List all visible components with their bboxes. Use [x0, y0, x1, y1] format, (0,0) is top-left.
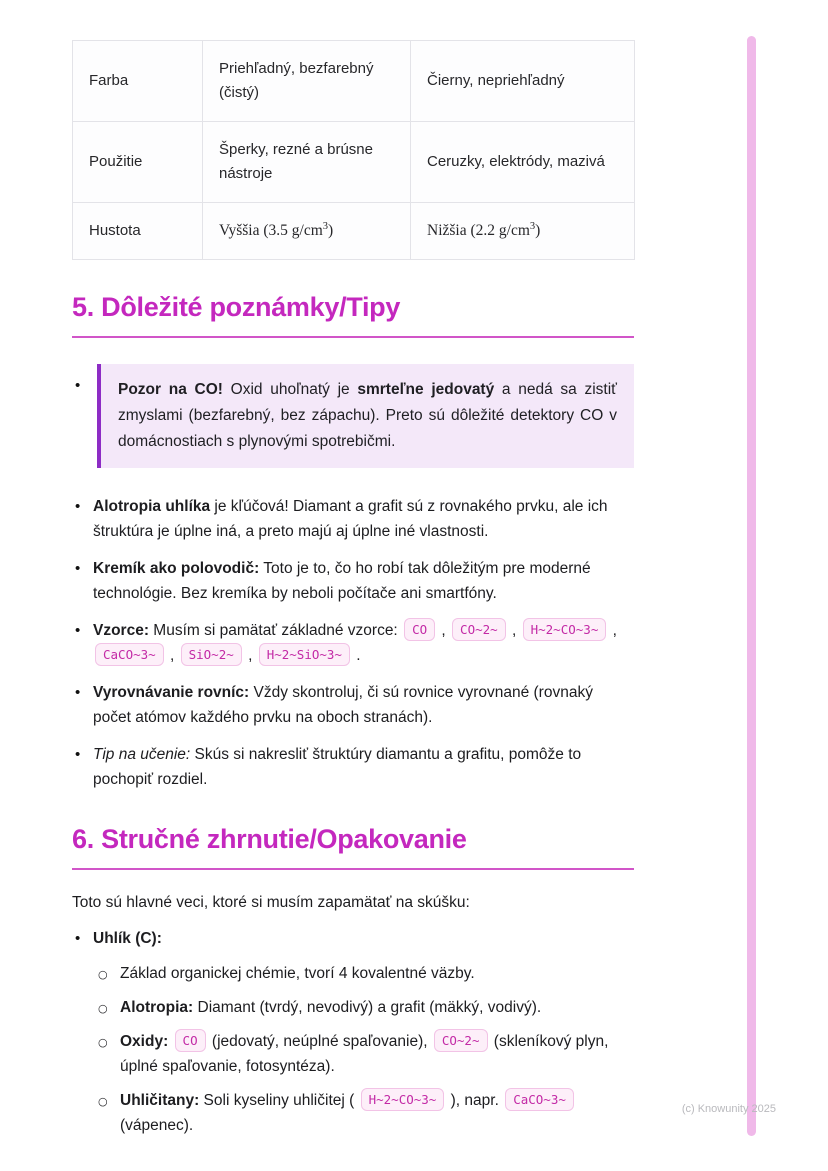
separator: , — [165, 647, 179, 664]
heading-divider — [72, 868, 634, 870]
list-item — [72, 742, 634, 792]
table-cell-property: Farba — [73, 41, 203, 122]
callout-bold: Pozor na CO! — [118, 381, 223, 398]
tips-list — [72, 494, 634, 792]
section-6-heading: 6. Stručné zhrnutie/Opakovanie — [72, 824, 467, 854]
list-item — [72, 680, 634, 730]
scrollbar[interactable] — [747, 36, 756, 1136]
separator: , — [243, 647, 257, 664]
table-cell-graphite: Ceruzky, elektródy, mazivá — [411, 122, 635, 203]
separator: , — [507, 622, 521, 639]
bullet-text: Soli kyseliny uhličitej ( — [199, 1092, 359, 1109]
formula-chip: CO~2~ — [452, 618, 506, 641]
separator: , — [608, 622, 617, 639]
formula-chip: H~2~CO~3~ — [361, 1088, 445, 1111]
bullet-text: Toto je to, čo ho robí tak dôležitým pre moderné technológie. Bez kremíka by neboli počítače ani smartfóny. — [93, 560, 591, 602]
page-content — [72, 40, 634, 1147]
bullet-text — [168, 1033, 172, 1050]
topic-lead: Uhlík (C): — [93, 930, 162, 947]
formula-chip: CO — [175, 1029, 206, 1052]
table-cell-diamond: Šperky, rezné a brúsne nástroje — [203, 122, 411, 203]
sentence-end: . — [351, 647, 361, 664]
bullet-text: Vždy skontroluj, či sú rovnice vyrovnané (rovnaký počet atómov každého prvku na oboch stranách). — [93, 684, 593, 726]
formula-chip: CaCO~3~ — [95, 643, 164, 666]
bullet-text: Základ organickej chémie, tvorí 4 kovalentné väzby. — [120, 965, 475, 982]
bullet-lead: Kremík ako polovodič: — [93, 560, 260, 577]
table-cell-property: Použitie — [73, 122, 203, 203]
formula-chip: H~2~SiO~3~ — [259, 643, 350, 666]
formula-chip: CaCO~3~ — [505, 1088, 574, 1111]
list-item-formulas — [72, 618, 634, 668]
bullet-text: Musím si pamätať základné vzorce: — [149, 622, 403, 639]
density-text: Vyššia (3.5 g/cm — [219, 222, 323, 239]
separator: , — [437, 622, 451, 639]
list-item — [72, 556, 634, 606]
bullet-text: Diamant (tvrdý, nevodivý) a grafit (mäkký, vodivý). — [193, 999, 542, 1016]
comparison-table — [72, 40, 635, 260]
density-value — [427, 222, 540, 239]
watermark: (c) Knowunity 2025 — [681, 1103, 776, 1115]
sub-list-item — [93, 1088, 634, 1138]
density-text-close: ) — [535, 222, 541, 239]
bullet-lead: Oxidy: — [120, 1033, 169, 1050]
bullet-text: (vápenec). — [120, 1117, 194, 1134]
list-item-topic — [72, 926, 634, 1138]
sub-list-item — [93, 995, 634, 1020]
bullet-lead-italic: Tip na učenie: — [93, 746, 191, 763]
warning-callout — [97, 364, 634, 468]
table-cell-diamond: Priehľadný, bezfarebný (čistý) — [203, 41, 411, 122]
formula-chip: CO~2~ — [434, 1029, 488, 1052]
bullet-lead: Uhličitany: — [120, 1092, 200, 1109]
table-row — [73, 203, 635, 260]
formula-chip: H~2~CO~3~ — [523, 618, 607, 641]
table-cell-graphite: Čierny, nepriehľadný — [411, 41, 635, 122]
summary-sub-list — [93, 961, 634, 1138]
density-text: Nižšia (2.2 g/cm — [427, 222, 530, 239]
callout-text: Oxid uhoľnatý je — [222, 381, 358, 398]
sub-list-item — [93, 1029, 634, 1079]
bullet-lead: Vzorce: — [93, 622, 149, 639]
callout-text: a nedá sa zistiť zmyslami (bezfarebný, bez zápachu). Preto sú dôležité detektory CO v domácnostiach s plynovými spotrebičmi. — [118, 381, 617, 450]
table-row — [73, 41, 635, 122]
formula-chip: SiO~2~ — [181, 643, 242, 666]
bullet-text: (skleníkový plyn, úplné spaľovanie, fotosyntéza). — [120, 1033, 609, 1075]
bullet-text: ), napr. — [446, 1092, 504, 1109]
bullet-lead: Alotropia uhlíka — [93, 498, 211, 515]
superscript: 3 — [529, 220, 536, 232]
bullet-lead: Vyrovnávanie rovníc: — [93, 684, 250, 701]
summary-intro: Toto sú hlavné veci, ktoré si musím zapamätať na skúšku: — [72, 894, 470, 911]
callout-list — [72, 364, 634, 468]
sub-list-item — [93, 961, 634, 986]
density-value — [219, 222, 333, 239]
bullet-text: je kľúčová! Diamant a grafit sú z rovnakého prvku, ale ich štruktúra je úplne iná, a preto majú aj úplne iné vlastnosti. — [93, 498, 608, 540]
superscript: 3 — [322, 220, 329, 232]
bullet-lead: Alotropia: — [120, 999, 194, 1016]
heading-divider — [72, 336, 634, 338]
density-text-close: ) — [328, 222, 334, 239]
table-cell-diamond — [203, 203, 411, 260]
bullet-text: (jedovatý, neúplné spaľovanie), — [207, 1033, 432, 1050]
bullet-text: Skús si nakresliť štruktúry diamantu a grafitu, pomôže to pochopiť rozdiel. — [93, 746, 582, 788]
callout-bold: smrteľne jedovatý — [357, 381, 495, 398]
summary-list — [72, 926, 634, 1138]
table-cell-graphite — [411, 203, 635, 260]
list-item — [72, 494, 634, 544]
table-cell-property: Hustota — [73, 203, 203, 260]
formula-chip: CO — [404, 618, 435, 641]
section-5-heading: 5. Dôležité poznámky/Tipy — [72, 292, 401, 322]
list-item-callout — [72, 364, 634, 468]
table-row — [73, 122, 635, 203]
